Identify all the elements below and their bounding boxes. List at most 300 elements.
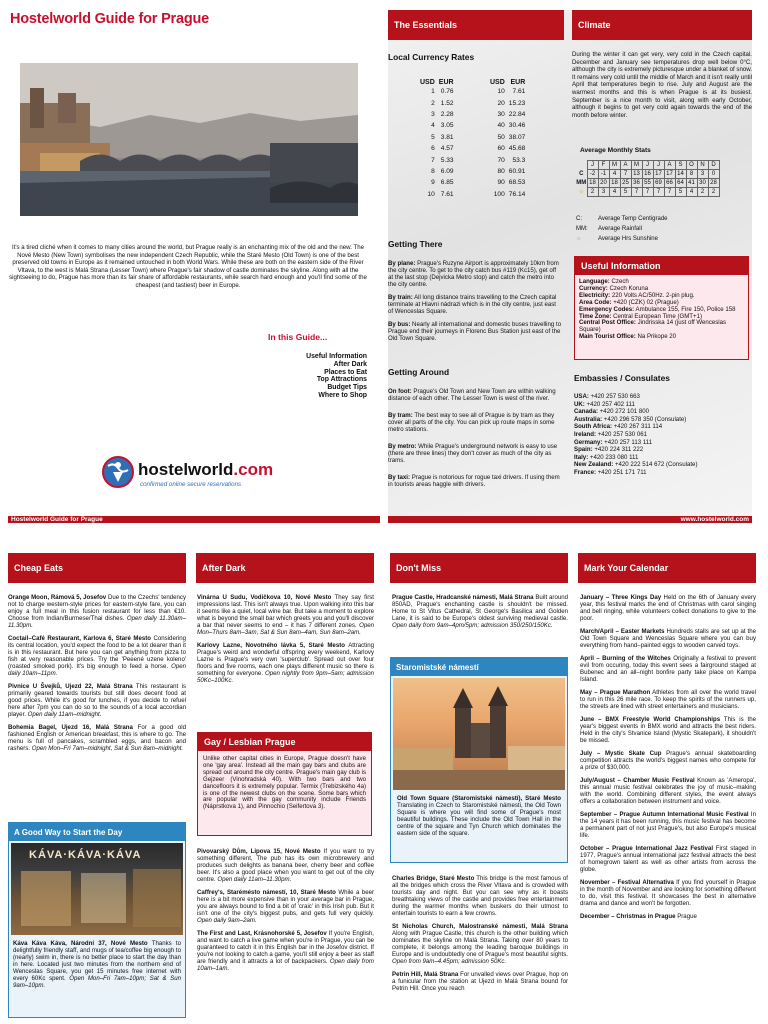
dark-item-karlovy-lazne [197,642,374,684]
text-value: Considering its central location, you'd expect the food to be a lot dearer than it is in this restaurant. But here you can get anything from pizza to fish at very reasonable prices. Try the 'Peeené uzene koleno' (roasted smoked pork). It's big enough to feed a horse. [8,635,186,670]
text-value: 9 [431,179,435,187]
text-value: Old Town Square (Staromistské námestí), Staré Mesto [397,795,561,802]
text-value: Area Code: [579,298,612,306]
footer-url[interactable]: www.hostelworld.com [680,516,749,523]
guide-item[interactable]: Places to Eat [324,368,367,376]
text-value: 8 [686,170,697,179]
dont-miss-list [392,875,568,998]
text-value: 64 [675,179,686,188]
logo-tagline: confirmed online secure reservations [140,481,242,488]
climate-legend [576,214,668,244]
text-value: A [620,161,631,170]
col-eur: EUR [438,79,454,86]
text-value: Hundreds stalls are set up at the Old Town Square and Wenceslas Square where you can buy everything from hand–painted eggs to wooden carved toys. [580,628,756,649]
text-value: 7 [642,188,653,197]
getting-there-heading: Getting There [388,239,443,249]
text-value: In the 14 years it has been running, this music festival has become a permanent part of not just Prague's, but also Europe's musical life. [580,811,756,839]
text-value: France: [574,468,597,476]
text-value: The best way to see all of Prague is by tram as they cover all parts of the city. You can pick up route maps in some metro stations. [388,412,555,433]
city-photo [20,63,358,216]
text-value: Charles Bridge, Staré Mesto [392,875,475,882]
guide-item[interactable]: Top Attractions [316,376,367,384]
text-value: September – Prague Autumn International Music Festival [580,811,749,818]
text-value: Useful Information [581,261,661,271]
text-value: Canada: [574,408,599,416]
dark-item-first-and-last [197,930,374,972]
calendar-item-skate-cup [580,750,756,771]
text-value: While a beer here is a bit more expensive than in your average bar in Prague, you are always bound to find a bit of 'craic' in this Irish pub. But it isn't one of the city's biggest pubs, and gets full very quickly. [197,889,375,917]
dark-item-caffreys [197,889,374,924]
text-value: 28 [708,179,719,188]
text-value: 0 [708,170,719,179]
text-value: March/April – Easter Markets [580,628,665,635]
miss-item-petrin-hill [392,971,568,992]
text-value: 2 [587,188,598,197]
info-tourist-office [579,334,744,341]
text-value: Average Hrs Sunshine [598,236,658,242]
embassies-heading: Embassies / Consulates [574,373,670,383]
text-value: 53.3 [512,156,526,164]
gay-lesbian-header [198,733,371,751]
text-value: St Nicholas Church, Malostranské námesti, Malá Strana [392,923,568,930]
text-value: Open Mon–Fri 7am–midnight, Sat & Sun 8am–midnight. [30,745,184,752]
text-value: Italy: [574,453,589,461]
text-value: Prague's annual skateboarding competition attracts the world's biggest names who compete for a prize of $30,000. [580,750,756,771]
section-header-after-dark [196,553,374,583]
text-value: Staromistské námestí [396,662,479,672]
calendar-item-christmas [580,913,756,920]
text-value: +420 224 311 222 [592,446,644,454]
text-value: +420 257 530 663 [588,393,640,400]
text-value: Pivnice U Švejků, Ujezd 22, Malá Strana [8,683,133,690]
text-value: Language: [579,278,610,285]
getting-there-train [388,294,562,315]
text-value: 100 [493,190,505,198]
footer-left-text: Hostelworld Guide for Prague [11,516,103,523]
text-value: Pivovarský Dům, Lipova 15, Nové Mesto [197,848,321,855]
text-value: 22.84 [508,110,526,118]
text-value: 4 [431,122,435,130]
text-value: Open nightly from 9pm–5am; admission 50Kc–100Kc. [197,670,374,684]
text-value: Cheap Eats [14,563,64,573]
currency-table-right [488,79,527,200]
top-left-panel [8,8,380,526]
text-value: 3 [598,188,609,197]
text-value: Held on the 6th of January every year, this festival marks the end of Christmas with carol singing and bell ringing, while volunteers collect donations to give to the poor. [580,594,756,622]
text-value: +420 222 514 672 (Consulate) [613,461,698,469]
currency-title: Local Currency Rates [388,52,475,62]
text-value: This restaurant is primarily geared towards tourists but still does decent food at good prices. While it's good for lunches, if you decide to refuel here after 7pm you can do so to the sounds of a local accordian player. [8,683,186,718]
text-value: 15.23 [508,99,526,107]
text-value: December – Christmas in Prague [580,913,676,920]
text-value: 5.33 [440,156,454,164]
text-value: Australia: [574,415,603,423]
text-value: South Africa: [574,423,613,431]
section-header-calendar [578,553,756,583]
text-value: Central European Time (GMT+1) [611,312,702,320]
text-value: 13 [631,170,642,179]
text-value: After Dark [202,563,246,573]
col-usd: USD [420,79,435,86]
text-value: +420 251 171 711 [596,468,647,476]
old-town-box [390,657,568,863]
guide-title: Hostelworld Guide for Prague [10,11,210,27]
text-value: Currency: [579,284,608,292]
text-value: All long distance trains travelling to the Czech capital terminate at Hlavni nádrazi which is in the city centre, just east of Wenceslas Square. [388,294,557,315]
embassies-list [574,393,752,477]
sun-icon: ☼ [578,189,584,195]
text-value: N [697,161,708,170]
text-value: Along with Prague Castle, this church is the other building which dominates the skyline on Malá Strana. Taking over 80 years to complete, it belongs among the leading baroque buildings in Europe and is undoubtedly one of Prague's most beautiful sights. [392,930,568,958]
text-value: J [642,161,653,170]
text-value: 2 [708,188,719,197]
text-value: 3 [697,170,708,179]
text-value: 69 [653,179,664,188]
guide-item[interactable]: Budget Tips [327,384,367,392]
globe-logo-icon [100,454,136,490]
text-value: Known as 'Ameropa', this annual music festival celebrates the joy of music–making with the world. Combining different styles, the event always offers a collaboration between instrument and voice. [580,777,756,805]
text-value: +420 257 402 111 [584,400,635,408]
text-value: C: [576,216,582,222]
footer-bar-right [388,516,752,523]
dark-item-u-sudu [197,594,374,636]
text-value: 0.76 [440,88,454,96]
text-value: By tram: [388,412,413,419]
text-value: Karlovy Lazne, Novotného lávka 5, Staré Mesto [197,642,345,649]
cafe-photo [11,843,183,935]
text-value: 70 [497,156,505,164]
text-value: 60 [497,145,505,153]
text-value: +420 272 101 800 [598,408,650,416]
getting-there-plane [388,260,562,288]
essentials-column [388,42,564,517]
miss-item-st-nicholas [392,923,568,965]
text-value: October – Prague International Jazz Festival [580,845,714,852]
text-value: Orange Moon, Rámová 5, Josefov [8,594,107,601]
calendar-item-autumn-music [580,811,756,839]
text-value: By taxi: [388,474,411,481]
text-value: 76.14 [508,190,526,198]
text-value: M [631,161,642,170]
text-value: Translating in Czech to Staromistské námesti, the Old Town Square is where you will find some of Prague's most beautiful buildings. These include the Old Town Hall in the centre of the square and Tyn Church which dominates the eastern side of the square. [397,802,561,837]
text-value: Average Temp Centigrade [598,216,668,222]
old-town-photo [393,678,565,790]
text-value: A [664,161,675,170]
text-value: Electricity: [579,291,611,299]
text-value: +420 257 530 061 [596,430,648,438]
text-value: 40 [497,122,505,130]
text-value: +420 267 311 114 [612,423,663,431]
calendar-item-chamber-music [580,777,756,805]
text-value: Germany: [574,438,603,446]
text-value: Open daily from 9am–4pm/5pm; admission 350/250/150Kc. [392,622,553,629]
climate-text: During the winter it can get very, very cold in the Czech capital. December and January see temperatures drop well below 0°C, although the city is extremely picturesque under a blanket of snow. It remains very cold until the middle of March and it isn't really until April that temperatures begin to rise. July and August are the warmest months and this is when Prague is at its busiest. September is a nice month to visit, along with early October, although it begins to get very cold again towards the end of the month before winter. [572,51,752,119]
text-value: This bridge is the most famous of all the bridges which cross the River Vltava and is crowded with tourists day and night. But you can see why as it boasts breathtaking views of the castle and provides free entertainment during the warmer months when buskers do their utmost to entertain tourists to earn a few crowns. [392,875,568,917]
text-value: J [653,161,664,170]
text-value: 7 [620,170,631,179]
text-value: Ireland: [574,430,597,438]
section-header-essentials [388,10,564,40]
text-value: Jindrisska 14 (just off Wenceslas Square) [579,319,727,334]
text-value: 4 [609,170,620,179]
text-value: 6.85 [440,179,454,187]
eats-item-coctail [8,635,186,677]
text-value: 7.61 [440,190,454,198]
calendar-item-marathon [580,689,756,710]
text-value: USA: [574,393,589,400]
logo-dotcom: .com [233,460,274,479]
text-value: 3.05 [440,122,454,130]
text-value: 18 [609,179,620,188]
text-value: This is the year's biggest events in BMX world and attracts the best riders. Held in the city's Stvanice Island (Mystic Skatepark), it shouldn't be missed. [580,716,756,744]
text-value: 41 [686,179,697,188]
text-value: On foot: [388,388,412,395]
text-value: +420 296 578 350 (Consulate) [602,415,687,423]
text-value: 5 [620,188,631,197]
section-header-climate [572,10,752,40]
dont-miss-castle [392,594,568,629]
text-value: O [686,161,697,170]
text-value: If you're English, and want to catch a live game when you're in Prague, you can be guaranteed to catch it in this English bar in the Josefov district. If you're not looking to catch a game, you'll still enjoy a beer as staff are friendly and it attracts a lot of backpackers. [197,930,374,965]
text-value: 2 [697,188,708,197]
guide-item[interactable]: Useful Information [306,353,367,360]
text-value: 5 [431,133,435,141]
text-value: 7 [664,188,675,197]
text-value: 6 [431,145,435,153]
text-value: 66 [664,179,675,188]
text-value: May – Prague Marathon [580,689,651,696]
text-value: 68.53 [508,179,526,187]
text-value: January – Three Kings Day [580,594,662,601]
text-value: 14 [675,170,686,179]
text-value: +420 233 080 111 [588,453,639,461]
text-value: July – Mystic Skate Cup [580,750,662,757]
text-value: 2 [431,99,435,107]
text-value: Caffrey's, Staréméstо námestí, 10, Staré Mesto [197,889,336,896]
text-value: Na Prikope 20 [635,333,677,341]
text-value: 50 [497,133,505,141]
eats-item-orange-moon [8,594,186,629]
text-value: MM [576,180,587,186]
text-value: 36 [631,179,642,188]
getting-around-foot [388,388,562,402]
text-value: 30 [697,179,708,188]
text-value: Open daily 9am–2am. [197,917,257,924]
after-dark-list-bottom [197,848,374,978]
old-town-photo-label [391,658,567,676]
cafe-sign: KÁVA·KÁVA·KÁVA [29,849,142,861]
text-value: For a good old fashioned English or American breakfast, this is where to go. The menu is full of pancakes, scrambled eggs, and bacon and rashers. [8,724,186,752]
text-value: 25 [620,179,631,188]
text-value: Prague's Ruzyne Airport is approximately 10km from the city centre. To get to the city catch bus #119 (Kc15), get off at the last stop (Dejvicka Metro stop) and catch the metro into the city centre. [388,260,559,288]
text-value: Open from 9am–4.45pm; admission 50Kc. [392,958,507,965]
text-value: 3 [431,110,435,118]
essentials-header-text: The Essentials [394,20,458,30]
good-way-text [9,937,185,992]
useful-info-header [575,257,748,275]
text-value: 7 [631,188,642,197]
text-value: Mark Your Calendar [584,563,669,573]
text-value: EUR [510,79,526,86]
text-value: 55 [642,179,653,188]
calendar-list [580,594,756,926]
guide-item[interactable]: After Dark [333,360,367,368]
text-value: 80 [497,167,505,175]
guide-item[interactable]: Where to Shop [318,391,367,399]
text-value: 10 [497,88,505,96]
text-value: First staged in 1977, Prague's annual international jazz festival attracts the best of homegrown talent as well as other artists from across the globe. [580,845,757,873]
eats-item-pivnice [8,683,186,718]
calendar-item-january [580,594,756,622]
section-header-cheap-eats [8,553,186,583]
text-value: Petrin Hill, Malá Strana [392,971,459,978]
text-value: 4 [609,188,620,197]
text-value: 5 [675,188,686,197]
text-value: 1 [431,88,435,96]
text-value: USD [490,79,505,86]
text-value: Don't Miss [396,563,442,573]
text-value: 20 [497,99,505,107]
text-value: Open daily 10am–11pm. [8,663,186,677]
text-value: Central Post Office: [579,319,636,327]
text-value: 4.57 [440,145,454,153]
text-value: June – BMX Freestyle World Championships [580,716,721,723]
guide-items-list [258,353,367,400]
after-dark-list-top [197,594,374,690]
text-value: Open Mon–Fri 7am–10pm; Sat & Sun 9am–10pm. [13,975,181,989]
text-value: Coctail–Café Restaurant, Karlova 6, Staré Mesto [8,635,152,642]
currency-table-left [418,79,456,200]
text-value: 3.81 [440,133,454,141]
text-value: If you want to try something different, The pub has its own microbrewery and produces such delights as banana beer, cherry beer and coffee beer. It's also a good place when you want to get out of the city centre. [197,848,374,883]
text-value: Built around 850AD, Prague's enchanting castle is shouldn't be missed. Home to St Vitus Cathedral, St George's Basilica and Golden Lane, it is said to be Europe's oldest surviving medieval castle. [392,594,568,622]
eats-item-bohemia-bagel [8,724,186,752]
text-value: Main Tourist Office: [579,333,636,341]
text-value: M [609,161,620,170]
text-value: They say first impressions last. This isn't always true. Upon walking into this bar it seems like a quiet, local wine bar. But take a moment to explore what is beyond the small bar which greets you and you'll discover a bar that never seems to end – it has 7 different zones. [197,594,374,629]
calendar-item-alternativa [580,879,756,907]
text-value: 17 [653,170,664,179]
text-value: Thanks to delightfully friendly staff, and mugs of tea/coffee big enough to (nearly) swim in, there is no better place to start the day than in here. Located just two minutes from the northern end of Wenceslas Square, you get 15 minutes free internet with every 60Kc spent. [13,940,181,982]
text-value: 10 [427,190,435,198]
text-value: By metro: [388,443,417,450]
good-way-box [8,822,186,1018]
text-value: 220 Volts AC/50Hz. 2-pin plug. [610,291,695,299]
text-value: +420 257 113 111 [602,438,653,446]
text-value: Prague Castle, Hradcanské námesti, Malá Strana [392,594,534,601]
text-value: Bohemia Bagel, Ujezd 16, Malá Strana [8,724,133,731]
getting-around-tram [388,412,562,433]
text-value: 7.61 [512,88,526,96]
text-value: Prague is notorious for rogue taxi drivers. If using them in tourists areas haggle with drivers. [388,474,560,488]
text-value: Gay / Lesbian Prague [204,737,296,747]
text-value: Average Rainfall [598,226,642,232]
text-value: 7 [431,156,435,164]
text-value: Open Mon–Thurs 8am–3am, Sat & Sun 8am–4am, Sun 8am–2am. [197,622,374,636]
text-value: 30.46 [508,122,526,130]
text-value: -1 [598,170,609,179]
text-value: Attracting Prague's weird and wonderful offspring every weekend, Karlovy Lazne is Prague's very own 'superclub'. Spread out over four floors and five rooms, each one plays different music so there is something for everyone. [197,642,374,677]
text-value: -2 [587,170,598,179]
good-way-header [9,823,185,841]
text-value: By bus: [388,321,411,328]
text-value: C [579,171,584,177]
text-value: Spain: [574,446,593,454]
sun-icon: ☼ [576,236,582,242]
calendar-item-jazz [580,845,756,873]
info-post-office [579,320,744,334]
text-value: Originally a festival to prevent evil from occuring, today this event sees a fairground staged at Bubenec and an all–night bonfire party take place on Kampa Island. [580,655,756,683]
getting-around-metro [388,443,562,464]
text-value: Czech Koruna [607,284,649,292]
text-value: S [675,161,686,170]
getting-around-taxi [388,474,562,488]
text-value: J [587,161,598,170]
text-value: Open daily 11am–11.30pm. [215,876,292,883]
hostelworld-logo[interactable] [100,454,300,494]
text-value: Due to the Czechs' tendency not to charge western-style prices for eastern-style fare, you can enjoy a full meal in this fusion restaurant for less than €10. Choose from Indian/Burmese/Thai dishes. [8,594,186,622]
text-value: F [598,161,609,170]
miss-item-charles-bridge [392,875,568,917]
text-value: 16 [642,170,653,179]
gay-lesbian-text: Unlike other capital cities in Europe, Prague doesn't have one 'gay area'. Instead all the main gay bars and clubs are spread out around the city centre. Prague's main gay club is Gejzeer (Vinohradská 40). With two bars and two dancefloors it is extremely popular. Termix (Trebizského 4a) is one of the newest clubs on the scene. Some bars which are popular with the gay community include Friends (Náprstkova 1), and Pinnochio (Seifertova 3). [203,755,366,811]
text-value: Athletes from all over the world travel to run in this 26 mile race. To keep the spirits of the runners up, the streets are lined with street entertainers and musicians. [580,689,756,710]
text-value: Open daily 11am–midnight. [25,711,102,718]
footer-bar-left [8,516,380,523]
text-value: Time Zone: [579,312,612,320]
text-value: By train: [388,294,413,301]
tyn-church-illustration [393,678,565,790]
text-value: 8 [431,167,435,175]
text-value: 2.28 [440,110,454,118]
gay-lesbian-box [197,732,372,836]
text-value: Czech [609,278,629,285]
old-town-caption [391,792,567,840]
text-value: 90 [497,179,505,187]
climate-column [572,42,752,517]
text-value: 17 [664,170,675,179]
text-value: UK: [574,400,585,408]
climate-stats-table [576,160,720,197]
text-value: Nearly all international and domestic buses travelling to Prague end their journeys in Florenc Bus Station just east of the Old Town Square. [388,321,562,342]
stats-title: Average Monthly Stats [580,147,651,154]
text-value: Prague's Old Town and New Town are within walking distance of each other. The Lesser Town is west of the river. [388,388,556,402]
text-value: New Zealand: [574,461,614,469]
getting-there-list [388,260,562,348]
text-value: 38.07 [508,133,526,141]
text-value: Káva Káva Káva, Národní 37, Nové Mesto [13,940,148,947]
getting-around-list [388,388,562,494]
text-value: D [708,161,719,170]
text-value: 60.91 [508,167,526,175]
text-value: If you find yourself in Prague in the month of November and are looking for something different to do, visit this festival. It showcases the best in alternative drama and dance and won't be forgotten. [580,879,756,907]
calendar-item-bmx [580,716,756,744]
in-this-guide-heading: In this Guide... [268,332,328,342]
text-value: Emergency Codes: [579,305,635,313]
logo-wordmark: hostelworld [138,460,234,479]
text-value: For unvalled views over Prague, hop on a funicular from the station at Ujezd in Malá Strana bound for Petrin Hill. Once you reach [392,971,568,992]
text-value: The First and Last, Krásnohorské 5, Josefov [197,930,327,937]
text-value: 4 [686,188,697,197]
useful-info-box [574,256,749,360]
getting-there-bus [388,321,562,342]
dark-item-pivovarsky [197,848,374,883]
text-value: By plane: [388,260,416,267]
section-header-dont-miss [390,553,568,583]
intro-paragraph: It's a tired cliché when it comes to many cities around the world, but Prague really is an enchanting mix of the old and the new. The Nové Mesto (New Town) symbolises the new independent Czech Republic, while the Staré Mesto (Old Town) is one of the best preserved old towns in Europe as it remained untouched in both World Wars. While these are both on the eastern side of the River Vltava, to the west is Malá Strana (Lesser Town) where Prague's fair shadow of castle dominates the skyline. Along with all the sightseeing to do, Prague has more than its fair share of affordable restaurants, while search hard enough and you'll find some of the cheapest (and tastiest) beer in Europe. [9,244,367,289]
text-value: 1.52 [440,99,454,107]
text-value: A Good Way to Start the Day [14,827,123,837]
